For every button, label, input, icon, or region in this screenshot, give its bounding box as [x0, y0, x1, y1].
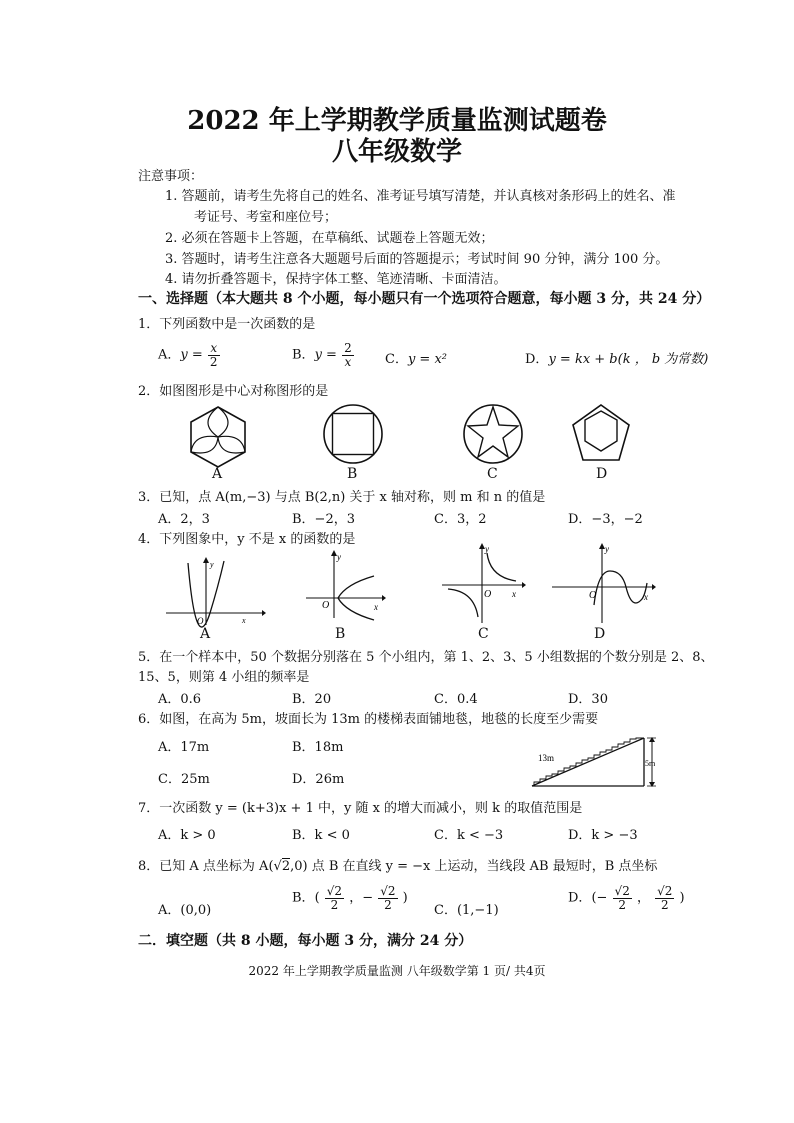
- q6-height-label: 5m: [645, 759, 656, 768]
- notice-heading: 注意事项：: [138, 169, 204, 184]
- q2-label-d: D: [596, 466, 608, 482]
- q3-option-d: D．−3，−2: [568, 512, 643, 527]
- q5-option-a: A．0.6: [158, 692, 202, 707]
- q4-label-a: A: [200, 626, 211, 642]
- notice-item-4: 4. 请勿折叠答题卡，保持字体工整、笔迹清晰、卡面清洁。: [165, 272, 507, 287]
- q2-figure-b: [322, 403, 384, 465]
- section1-heading: 一、选择题（本大题共 8 个小题，每小题只有一个选项符合题意，每小题 3 分，共 24 分）: [138, 291, 711, 307]
- q7-option-d: D．k > −3: [568, 828, 638, 843]
- page-footer: 2022 年上学期教学质量监测 八年级数学第 1 页/ 共4页: [248, 964, 546, 978]
- q7-stem: 7．一次函数 y = (k+3)x + 1 中，y 随 x 的增大而减小，则 k 的取值范围是: [138, 801, 583, 816]
- q4-label-d: D: [594, 626, 606, 642]
- q4-label-b: B: [335, 626, 346, 642]
- q1-option-c: C．y = x²: [385, 352, 447, 367]
- q6-option-d: D．26m: [292, 772, 345, 787]
- svg-text:y: y: [605, 544, 609, 554]
- svg-text:x: x: [512, 589, 516, 599]
- section2-heading: 二．填空题（共 8 小题，每小题 3 分，满分 24 分）: [138, 933, 473, 949]
- exam-title: 2022 年上学期教学质量监测试题卷: [187, 106, 607, 136]
- svg-text:x: x: [644, 592, 648, 602]
- svg-text:O: O: [322, 600, 330, 611]
- q4-graph-a: [166, 557, 266, 627]
- q4-graph-c: [442, 543, 526, 625]
- q8-option-b: B．( $\frac{√2}{2}$ ，− $\frac{√2}{2}$ ): [292, 884, 408, 912]
- q1-option-a: A．y = $\frac{x}{2}$: [158, 341, 218, 369]
- q3-option-b: B．−2，3: [292, 512, 355, 527]
- svg-text:x: x: [242, 616, 246, 625]
- notice-item-3: 3. 答题时，请考生注意各大题题号后面的答题提示；考试时间 90 分钟，满分 100 分。: [165, 252, 669, 267]
- q2-label-c: C: [487, 466, 498, 482]
- notice-item-1: 1. 答题前，请考生先将自己的姓名、准考证号填写清楚，并认真核对条形码上的姓名、准: [165, 189, 676, 204]
- q6-option-a: A．17m: [158, 740, 210, 755]
- q6-stairs-figure: [526, 734, 658, 792]
- q4-graph-b: [306, 550, 386, 620]
- q1-stem: 1．下列函数中是一次函数的是: [138, 317, 316, 332]
- q7-option-a: A．k > 0: [158, 828, 216, 843]
- q6-stem: 6．如图，在高为 5m，坡面长为 13m 的楼梯表面铺地毯，地毯的长度至少需要: [138, 712, 599, 727]
- q1-option-d: D．y = kx + b(k ， b 为常数): [525, 352, 709, 367]
- q5-stem-line2: 15、5，则第 4 小组的频率是: [138, 670, 310, 685]
- q5-option-c: C．0.4: [434, 692, 478, 707]
- svg-text:x: x: [374, 602, 378, 612]
- q7-option-c: C．k < −3: [434, 828, 504, 843]
- exam-subtitle: 八年级数学: [331, 137, 462, 167]
- svg-text:O: O: [589, 590, 597, 601]
- svg-text:y: y: [210, 560, 214, 569]
- q5-option-d: D．30: [568, 692, 608, 707]
- notice-item-1-cont: 考证号、考室和座位号；: [194, 210, 338, 225]
- svg-text:O: O: [484, 589, 492, 600]
- q5-option-b: B．20: [292, 692, 332, 707]
- q2-figure-c: [462, 403, 524, 465]
- q8-option-d: D．(− $\frac{√2}{2}$ ， $\frac{√2}{2}$ ): [568, 884, 685, 912]
- q3-option-c: C．3，2: [434, 512, 487, 527]
- q2-figure-d: [570, 403, 632, 465]
- q6-slope-label: 13m: [538, 753, 555, 763]
- q2-stem: 2．如图图形是中心对称图形的是: [138, 384, 329, 399]
- q4-stem: 4．下列图象中，y 不是 x 的函数的是: [138, 532, 356, 547]
- notice-item-2: 2. 必须在答题卡上答题，在草稿纸、试题卷上答题无效；: [165, 231, 494, 246]
- q3-stem: 3．已知，点 A(m,−3) 与点 B(2,n) 关于 x 轴对称，则 m 和 n 的值是: [138, 490, 546, 505]
- q4-graph-d: [552, 543, 656, 625]
- q8-option-a: A．(0,0): [158, 903, 212, 918]
- q5-stem-line1: 5．在一个样本中，50 个数据分别落在 5 个小组内，第 1、2、3、5 小组数据的个数分别是 2、8、: [138, 650, 714, 665]
- q1-option-b: B．y = $\frac{2}{x}$: [292, 341, 352, 369]
- svg-text:O: O: [197, 616, 204, 626]
- svg-text:y: y: [337, 552, 341, 562]
- q2-figure-a: [186, 405, 250, 469]
- q8-stem: 8．已知 A 点坐标为 A(√2,0) 点 B 在直线 y = −x 上运动，当线段 AB 最短时，B 点坐标: [138, 859, 658, 874]
- q7-option-b: B．k < 0: [292, 828, 350, 843]
- q8-option-c: C．(1,−1): [434, 903, 499, 918]
- q2-label-a: A: [212, 466, 223, 482]
- q6-option-b: B．18m: [292, 740, 344, 755]
- q3-option-a: A．2，3: [158, 512, 210, 527]
- q4-label-c: C: [478, 626, 489, 642]
- q2-label-b: B: [347, 466, 358, 482]
- svg-text:y: y: [485, 544, 489, 554]
- q6-option-c: C．25m: [158, 772, 210, 787]
